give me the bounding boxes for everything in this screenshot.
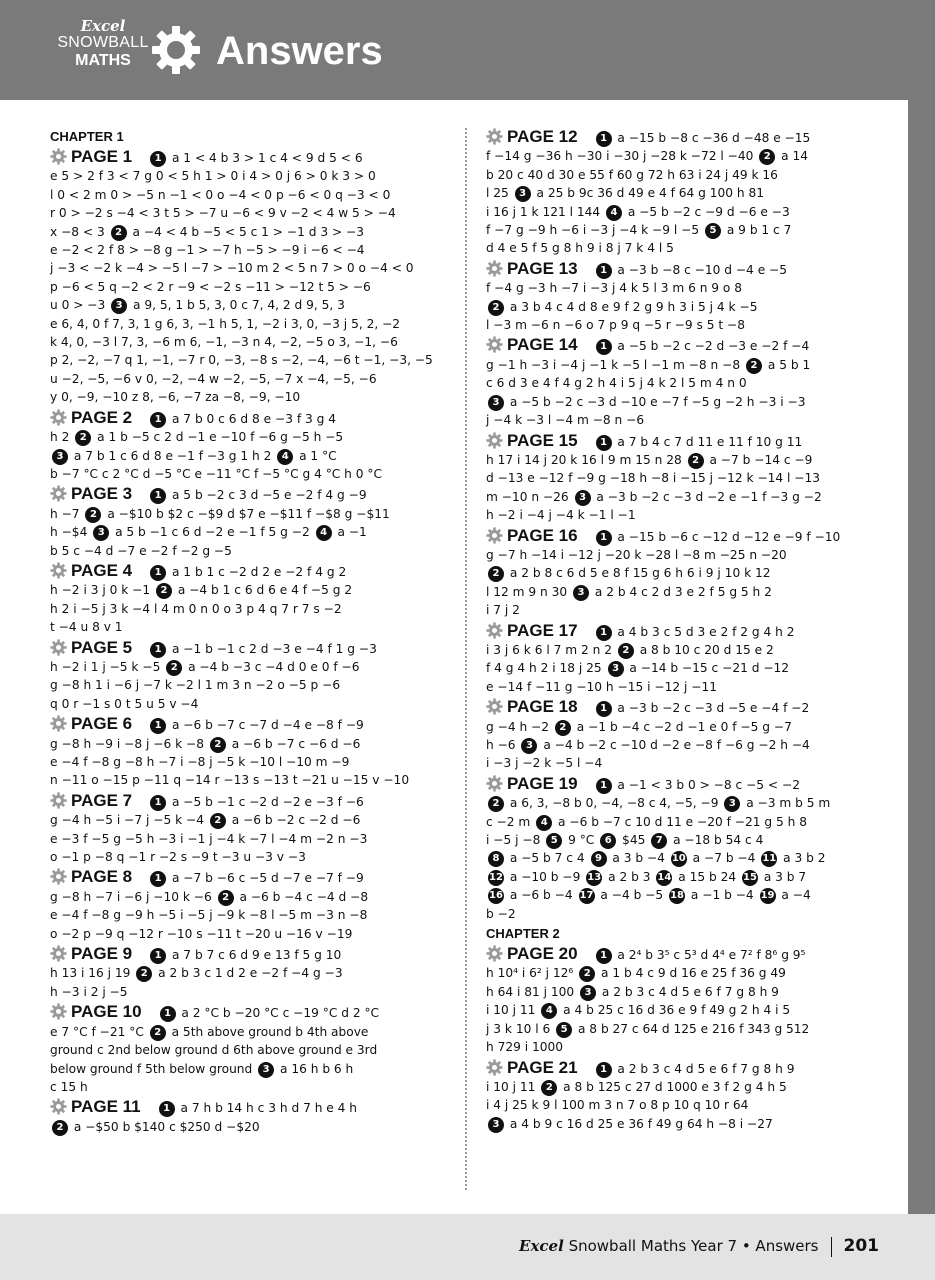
gear-icon [486, 775, 503, 792]
question-number-badge: 9 [591, 851, 607, 867]
page-title: Answers [216, 29, 383, 73]
answer-text: a −5 b −2 c −2 d −3 e −2 f −4 g −1 h −3 i −4 j −1 k −5 l −1 m −8 n −8 [486, 339, 810, 372]
answer-text: a 2 b 3 c 4 d 5 e 6 f 7 g 8 h 9 i 10 j 11 [486, 984, 779, 1018]
answer-text: a 3 b 4 c 4 d 8 e 9 f 2 g 9 h 3 i 5 j 4 k −5 l −3 m −6 n −6 o 7 p 9 q −5 r −9 s 5 t −8 [486, 299, 758, 333]
page-section-title: PAGE 17 [507, 620, 578, 640]
question-number-badge: 1 [596, 263, 612, 279]
question-number-badge: 3 [488, 1117, 504, 1133]
question-number-badge: 3 [93, 525, 109, 541]
question-number-badge: 1 [150, 795, 166, 811]
gear-icon [486, 336, 503, 353]
question-number-badge: 6 [600, 833, 616, 849]
answer-text: a −4 b −2 [486, 888, 811, 921]
page-section-title: PAGE 9 [71, 944, 133, 964]
page-section-title: PAGE 12 [507, 127, 578, 146]
question-number-badge: 1 [596, 778, 612, 794]
answer-text: a −5 b 7 c 4 [506, 851, 589, 866]
question-number-badge: 1 [150, 948, 166, 964]
answer-section [486, 698, 880, 773]
answer-text: a −5 b −1 c −2 d −2 e −3 f −6 g −4 h −5 i −7 j −5 k −4 [50, 794, 364, 828]
answer-text: a −$10 b $2 c −$9 d $7 e −$11 f −$8 g −$11 h −$4 [50, 506, 390, 540]
question-number-badge: 2 [579, 966, 595, 982]
question-number-badge: 2 [85, 507, 101, 523]
footer-brand: Excel [519, 1237, 564, 1255]
question-number-badge: 4 [277, 449, 293, 465]
page-section-title: PAGE 13 [507, 258, 578, 278]
answer-section [486, 1059, 880, 1134]
gear-icon [486, 622, 503, 639]
chapter-heading: CHAPTER 1 [50, 129, 124, 144]
page-section-title: PAGE 1 [71, 147, 133, 166]
page-section-title: PAGE 20 [507, 944, 578, 964]
question-number-badge: 7 [651, 833, 667, 849]
question-number-badge: 2 [218, 890, 234, 906]
question-number-badge: 19 [760, 888, 776, 904]
answer-text: a 5 b 1 c 6 d 3 e 4 f 4 g 2 h 4 i 5 j 4 k 2 l 5 m 4 n 0 [486, 357, 811, 391]
answer-text: a −4 b −3 c −4 d 0 e 0 f −6 g −8 h 1 i −6 j −7 k −2 l 1 m 3 n −2 o −5 p −6 q 0 r −1 s 0 t 5 u 5 v −4 [50, 659, 360, 711]
answer-text: a −6 b −4 [506, 888, 577, 903]
question-number-badge: 2 [156, 583, 172, 599]
answer-text: a 5 b −2 c 3 d −5 e −2 f 4 g −9 h −7 [50, 488, 367, 521]
question-number-badge: 1 [596, 339, 612, 355]
answer-text: a 1 b 4 c 9 d 16 e 25 f 36 g 49 h 64 i 81 j 100 [486, 966, 786, 999]
question-number-badge: 3 [608, 661, 624, 677]
question-number-badge: 1 [596, 131, 612, 147]
question-number-badge: 1 [150, 565, 166, 581]
page-section-title: PAGE 2 [71, 407, 133, 427]
gear-icon [50, 945, 67, 962]
gear-icon [50, 639, 67, 656]
footer-book-title: Snowball Maths Year 7 • Answers [563, 1237, 819, 1255]
answer-section [50, 792, 454, 867]
gear-icon [50, 1098, 67, 1115]
answer-section [486, 945, 880, 1056]
question-number-badge: 1 [596, 1062, 612, 1078]
question-number-badge: 4 [316, 525, 332, 541]
answer-text: a 4 b 9 c 16 d 25 e 36 f 49 g 64 h −8 i −27 [506, 1116, 773, 1131]
page-section-title: PAGE 7 [71, 790, 133, 810]
answer-section [50, 1098, 454, 1136]
footer-text [519, 1234, 879, 1258]
answer-text: a 7 b 4 c 7 d 11 e 11 f 10 g 11 h 17 i 14 j 20 k 16 l 9 m 15 n 28 [486, 434, 803, 467]
question-number-badge: 2 [52, 1120, 68, 1136]
question-number-badge: 1 [596, 701, 612, 717]
answer-text: a 15 b 24 [674, 869, 740, 884]
answer-text: a −1 b 5 c −4 d −7 e −2 f −2 g −5 [50, 525, 367, 558]
answer-section [486, 336, 880, 429]
answer-text: a −1 < 3 b 0 > −8 c −5 < −2 [617, 777, 800, 792]
answer-text: a 1 < 4 b 3 > 1 c 4 < 9 d 5 < 6 e 5 > 2 f 3 < 7 g 0 < 5 h 1 > 0 i 4 > 0 j 6 > 0 k 3 > 0 l 0 < 2 m 0 > −5 n −1 < 0 o −4 < 0 p −6 < 0 q −3 < 0 r 0 > −2 s −4 < 3 t 5 > −7 u −6 < 9 v −2 < 4 w 5 > −4 x −8 < 3 [50, 151, 396, 239]
page-section-title: PAGE 5 [71, 637, 133, 657]
answer-text: a −4 < 4 b −5 < 5 c 1 > −1 d 3 > −3 e −2 < 2 f 8 > −8 g −1 > −7 h −5 > −9 i −6 < −4 j −3 < −2 k −4 > −5 l −7 > −10 m 2 < 5 n 7 > 0 o −4 < 0 p −6 < 5 q −2 < 2 r −9 < −2 s −11 > −12 t 5 > −6 u 0 > −3 [50, 224, 414, 313]
gear-icon [50, 1003, 67, 1020]
answer-text: a −7 b −4 [688, 851, 760, 866]
question-number-badge: 3 [580, 985, 596, 1001]
answer-section [486, 128, 880, 258]
brand-excel: Excel [80, 17, 126, 35]
answer-text: a 16 h b 6 h c 15 h [50, 1061, 354, 1094]
answer-text: a 7 b 1 c 6 d 8 e −1 f −3 g 1 h 2 [70, 448, 276, 463]
question-number-badge: 4 [606, 205, 622, 221]
answer-text: a 5th above ground b 4th above ground c 2nd below ground d 6th above ground e 3rd below ground f 5th below ground [50, 1024, 378, 1076]
gear-icon [50, 792, 67, 809]
question-number-badge: 16 [488, 888, 504, 904]
answer-text: a −7 b −14 c −9 d −13 e −12 f −9 g −18 h −8 i −15 j −12 k −14 l −13 m −10 n −26 [486, 452, 821, 504]
question-number-badge: 8 [488, 851, 504, 867]
answer-text: a −1 b −4 c −2 d −1 e 0 f −5 g −7 h −6 [486, 719, 792, 752]
answer-text: a 7 b 0 c 6 d 8 e −3 f 3 g 4 h 2 [50, 411, 336, 445]
answer-section [50, 485, 454, 560]
answer-text: a 8 b 125 c 27 d 1000 e 3 f 2 g 4 h 5 i 4 j 25 k 9 l 100 m 3 n 7 o 8 p 10 q 10 r 64 [486, 1079, 787, 1113]
answer-text: a 9, 5, 1 b 5, 3, 0 c 7, 4, 2 d 9, 5, 3 e 6, 4, 0 f 7, 3, 1 g 6, 3, −1 h 5, 1, −2 i 3, 0, −3 j 5, 2, −2 k 4, 0, −3 l 7, 3, −6 m 6, −1, −3 n 4, −2, −5 o 3, −1, −6 p 2, −2, −7 q 1, −1, −7 r 0, −3, −8 s −2, −4, −6 t −1, −3, −5 u −2, −5, −6 v 0, −2, −4 w −2, −5, −7 x −4, −5, −6 y 0, −9, −10 z 8, −6, −7 za −8, −9, −10 [50, 298, 433, 405]
question-number-badge: 3 [52, 449, 68, 465]
question-number-badge: 3 [575, 490, 591, 506]
answer-text: a −3 b −2 c −3 d −5 e −4 f −2 g −4 h −2 [486, 701, 810, 734]
gear-icon [50, 485, 67, 502]
answer-text: a 2 b 3 c 1 d 2 e −2 f −4 g −3 h −3 i 2 j −5 [50, 966, 343, 999]
gear-icon [50, 409, 67, 426]
answer-text: a −3 b −8 c −10 d −4 e −5 f −4 g −3 h −7 i −3 j 4 k 5 l 3 m 6 n 9 o 8 [486, 262, 788, 296]
question-number-badge: 4 [541, 1003, 557, 1019]
answer-text: a 1 b −5 c 2 d −1 e −10 f −6 g −5 h −5 [97, 430, 344, 445]
page-header [0, 0, 935, 100]
gear-icon [50, 715, 67, 732]
answer-text: a −1 b −4 [687, 888, 758, 903]
answer-section [486, 432, 880, 525]
answer-text: a −6 b −7 c 10 d 11 e −20 f −21 g 5 h 8 i −5 j −8 [486, 814, 807, 848]
page-footer [0, 1214, 935, 1280]
answer-text: a −6 b −7 c −6 d −6 e −4 f −8 g −8 h −7 i −8 j −5 k −10 l −10 m −9 n −11 o −15 p −11 q −14 r −13 s −13 t −21 u −15 v −10 [50, 736, 410, 788]
question-number-badge: 2 [111, 225, 127, 241]
answer-text: a −3 m b 5 m c −2 m [486, 796, 831, 829]
question-number-badge: 1 [150, 871, 166, 887]
right-column [486, 128, 880, 1135]
page-section-title: PAGE 3 [71, 484, 133, 504]
page-section-title: PAGE 8 [71, 867, 133, 887]
question-number-badge: 1 [596, 530, 612, 546]
question-number-badge: 2 [166, 660, 182, 676]
answer-text: a 2⁴ b 3⁵ c 5³ d 4⁴ e 7² f 8⁶ g 9⁵ h 10⁴ i 6² j 12⁶ [486, 948, 806, 981]
gear-icon [50, 868, 67, 885]
answer-text: a 2 b 4 c 2 d 3 e 2 f 5 g 5 h 2 i 7 j 2 [486, 584, 772, 618]
page-section-title: PAGE 4 [71, 560, 133, 580]
answer-text: a 7 h b 14 h c 3 h d 7 h e 4 h [180, 1101, 358, 1116]
question-number-badge: 1 [150, 718, 166, 734]
answer-text: a −3 b −2 c −3 d −2 e −1 f −3 g −2 h −2 i −4 j −4 k −1 l −1 [486, 489, 822, 523]
question-number-badge: 1 [596, 435, 612, 451]
answer-section [50, 148, 454, 407]
answer-text: a 2 b 3 c 4 d 5 e 6 f 7 g 8 h 9 i 10 j 11 [486, 1061, 795, 1094]
question-number-badge: 1 [596, 948, 612, 964]
answer-section [486, 775, 880, 923]
question-number-badge: 5 [546, 833, 562, 849]
answer-section [486, 527, 880, 620]
answer-section [486, 622, 880, 697]
gear-icon [50, 148, 67, 165]
answer-section [50, 409, 454, 484]
column-divider [465, 128, 467, 1190]
answer-text: a −5 b −2 c −3 d −10 e −7 f −5 g −2 h −3 i −3 j −4 k −3 l −4 m −8 n −6 [486, 394, 806, 428]
page-section-title: PAGE 21 [507, 1057, 578, 1077]
question-number-badge: 1 [160, 1006, 176, 1022]
question-number-badge: 2 [555, 720, 571, 736]
question-number-badge: 12 [488, 870, 504, 886]
question-number-badge: 5 [705, 223, 721, 239]
question-number-badge: 1 [150, 642, 166, 658]
question-number-badge: 2 [746, 358, 762, 374]
answer-text: a 14 b 20 c 40 d 30 e 55 f 60 g 72 h 63 i 24 j 49 k 16 l 25 [486, 149, 808, 201]
side-tab [908, 100, 935, 1214]
question-number-badge: 2 [136, 966, 152, 982]
answer-text: a 4 b 3 c 5 d 3 e 2 f 2 g 4 h 2 i 3 j 6 k 6 l 7 m 2 n 2 [486, 624, 795, 657]
gear-icon [486, 527, 503, 544]
answer-section [50, 715, 454, 790]
page-section-title: PAGE 14 [507, 335, 578, 355]
answer-text: a 2 °C b −20 °C c −19 °C d 2 °C e 7 °C f −21 °C [50, 1006, 380, 1039]
answer-text: a −6 b −2 c −2 d −6 e −3 f −5 g −5 h −3 i −1 j −4 k −7 l −4 m −2 n −3 o −1 p −8 q −1 r −2 s −9 t −3 u −3 v −3 [50, 813, 368, 865]
answer-text: a 1 b 1 c −2 d 2 e −2 f 4 g 2 h −2 i 3 j 0 k −1 [50, 564, 347, 598]
question-number-badge: 3 [258, 1062, 274, 1078]
answer-section [486, 260, 880, 335]
answer-text: a −6 b −4 c −4 d −8 e −4 f −8 g −9 h −5 i −5 j −9 k −8 l −5 m −3 n −8 o −2 p −9 q −12 r −10 s −11 t −20 u −16 v −19 [50, 889, 369, 941]
question-number-badge: 3 [724, 796, 740, 812]
page-section-title: PAGE 11 [71, 1097, 141, 1117]
gear-icon [486, 128, 503, 145]
answer-text: a 3 b 7 [763, 869, 807, 884]
question-number-badge: 3 [488, 395, 504, 411]
answer-text: a −7 b −6 c −5 d −7 e −7 f −9 g −8 h −7 i −6 j −10 k −6 [50, 871, 364, 904]
page-section-title: PAGE 6 [71, 714, 133, 734]
question-number-badge: 10 [671, 851, 687, 867]
gear-icon [486, 1059, 503, 1076]
answer-text: a 2 b 3 [604, 869, 655, 884]
answer-section [50, 639, 454, 714]
answer-section [50, 945, 454, 1001]
answer-text: a 3 b 2 [783, 851, 826, 866]
gear-icon [486, 432, 503, 449]
page-section-title: PAGE 15 [507, 430, 578, 450]
answer-text: a 2 b 8 c 6 d 5 e 8 f 15 g 6 h 6 i 9 j 10 k 12 l 12 m 9 n 30 [486, 566, 771, 599]
question-number-badge: 2 [150, 1025, 166, 1041]
question-number-badge: 14 [656, 870, 672, 886]
answer-text: a −4 b −2 c −10 d −2 e −8 f −6 g −2 h −4 i −3 j −2 k −5 l −4 [486, 738, 810, 771]
question-number-badge: 3 [111, 298, 127, 314]
answer-text: a 8 b 10 c 20 d 15 e 2 f 4 g 4 h 2 i 18 j 25 [486, 642, 774, 676]
question-number-badge: 2 [759, 149, 775, 165]
gear-icon [50, 562, 67, 579]
question-number-badge: 2 [618, 643, 634, 659]
page-section-title: PAGE 16 [507, 525, 578, 545]
question-number-badge: 2 [488, 300, 504, 316]
left-column [50, 128, 454, 1138]
question-number-badge: 2 [688, 453, 704, 469]
question-number-badge: 1 [596, 625, 612, 641]
answer-text: a 4 b 25 c 16 d 36 e 9 f 49 g 2 h 4 i 5 j 3 k 10 l 6 [486, 1003, 791, 1036]
question-number-badge: 2 [541, 1080, 557, 1096]
question-number-badge: 2 [210, 737, 226, 753]
question-number-badge: 3 [573, 585, 589, 601]
footer-separator [831, 1237, 832, 1257]
answer-text: a 7 b 7 c 6 d 9 e 13 f 5 g 10 h 13 i 16 j 19 [50, 948, 342, 981]
answer-text: a −4 b −5 [596, 888, 668, 903]
answer-text: a 1 °C b −7 °C c 2 °C d −5 °C e −11 °C f −5 °C g 4 °C h 0 °C [50, 448, 383, 481]
question-number-badge: 18 [669, 888, 685, 904]
question-number-badge: 3 [515, 186, 531, 202]
answer-text: a −14 b −15 c −21 d −12 e −14 f −11 g −10 h −15 i −12 j −11 [486, 661, 790, 694]
answer-text: a −5 b −2 c −9 d −6 e −3 f −7 g −9 h −6 i −3 j −4 k −9 l −5 [486, 204, 790, 238]
question-number-badge: 13 [586, 870, 602, 886]
answer-section [50, 868, 454, 943]
answer-text: 9 °C [564, 833, 599, 848]
gear-icon [486, 260, 503, 277]
chapter-heading: CHAPTER 2 [486, 926, 560, 942]
answer-text: a −6 b −7 c −7 d −4 e −8 f −9 g −8 h −9 i −8 j −6 k −8 [50, 718, 364, 751]
question-number-badge: 15 [742, 870, 758, 886]
gear-icon [486, 698, 503, 715]
question-number-badge: 2 [488, 566, 504, 582]
brand-logo [48, 18, 158, 70]
question-number-badge: 3 [521, 738, 537, 754]
page-number: 201 [843, 1236, 879, 1256]
question-number-badge: 5 [556, 1022, 572, 1038]
question-number-badge: 1 [150, 151, 166, 167]
answer-text: a 6, 3, −8 b 0, −4, −8 c 4, −5, −9 [506, 796, 723, 811]
question-number-badge: 1 [159, 1101, 175, 1117]
answer-text: a −10 b −9 [506, 869, 585, 884]
answer-text: a 25 b 9c 36 d 49 e 4 f 64 g 100 h 81 i 16 j 1 k 121 l 144 [486, 186, 764, 219]
answer-section [50, 562, 454, 637]
answer-text: $45 [618, 833, 650, 848]
question-number-badge: 11 [761, 851, 777, 867]
brand-maths: MATHS [75, 52, 131, 69]
question-number-badge: 17 [579, 888, 595, 904]
answer-text: a 5 b −1 c 6 d −2 e −1 f 5 g −2 [111, 525, 314, 540]
question-number-badge: 2 [488, 796, 504, 812]
answer-section [50, 1003, 454, 1096]
answer-text: a −4 b 1 c 6 d 6 e 4 f −5 g 2 h 2 i −5 j 3 k −4 l 4 m 0 n 0 o 3 p 4 q 7 r 7 s −2 t −4 u 8 v 1 [50, 583, 353, 635]
question-number-badge: 1 [150, 412, 166, 428]
page-section-title: PAGE 19 [507, 773, 578, 793]
brand-snowball: SNOWBALL [57, 34, 149, 51]
gear-icon [486, 945, 503, 962]
answer-text: a 3 b −4 [608, 851, 669, 866]
page-section-title: PAGE 18 [507, 697, 578, 717]
question-number-badge: 2 [210, 813, 226, 829]
question-number-badge: 1 [150, 488, 166, 504]
answer-text: a −15 b −6 c −12 d −12 e −9 f −10 g −7 h −14 i −12 j −20 k −28 l −8 m −25 n −20 [486, 529, 841, 562]
snowball-gear-icon [150, 24, 202, 76]
question-number-badge: 4 [536, 815, 552, 831]
question-number-badge: 2 [75, 430, 91, 446]
page-section-title: PAGE 10 [71, 1002, 142, 1022]
answer-text: a −18 b 54 c 4 [673, 833, 764, 848]
answer-text: a 8 b 27 c 64 d 125 e 216 f 343 g 512 h 729 i 1000 [486, 1021, 810, 1055]
answer-text: a 9 b 1 c 7 d 4 e 5 f 5 g 8 h 9 i 8 j 7 k 4 l 5 [486, 223, 792, 256]
answer-text: a −1 b −1 c 2 d −3 e −4 f 1 g −3 h −2 i 1 j −5 k −5 [50, 641, 377, 674]
answer-text: a −$50 b $140 c $250 d −$20 [70, 1119, 260, 1134]
answer-text: a −15 b −8 c −36 d −48 e −15 f −14 g −36 h −30 i −30 j −28 k −72 l −40 [486, 131, 811, 164]
